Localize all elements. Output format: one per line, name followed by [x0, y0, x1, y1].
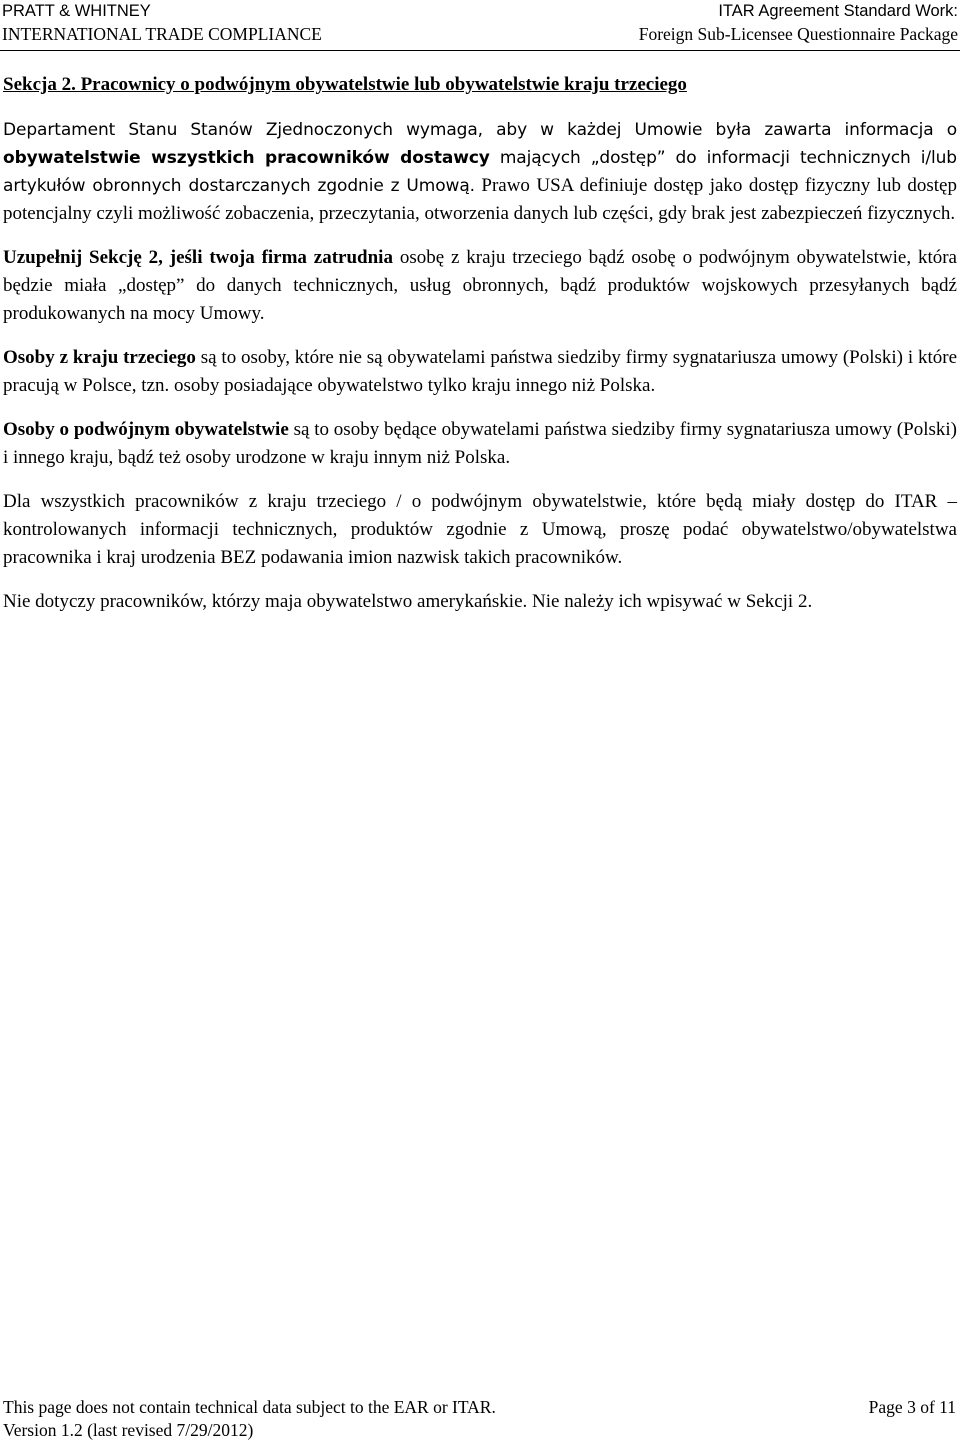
- paragraph-dual-citizenship: [3, 416, 957, 472]
- footer-disclaimer: This page does not contain technical data subject to the EAR or ITAR.: [3, 1397, 496, 1417]
- paragraph-fill-instruction: [3, 244, 957, 328]
- p2-part-a-bold: Uzupełnij Sekcję 2, jeśli twoja firma zatrudnia: [3, 247, 393, 268]
- p1-part-a: Departament Stanu Stanów Zjednoczonych wymaga, aby w każdej Umowie była zawarta informacja o: [3, 120, 957, 140]
- p1-part-d: Prawo USA definiuje dostęp jako dostęp fizyczny lub dostęp potencjalny czyli możliwość zobaczenia, przeczytania, otworzenia danych lub części, gdy brak jest zabezpieczeń fizycznych.: [3, 175, 957, 224]
- paragraph-request: Dla wszystkich pracowników z kraju trzeciego / o podwójnym obywatelstwie, które będą miały dostęp do ITAR – kontrolowanych informacji technicznych, produktów zgodnie z Umową, proszę podać obywatelstwo/obywatelstwa pracownika i kraj urodzenia BEZ podawania imion nazwisk takich pracowników.: [3, 491, 957, 568]
- section-title: Sekcja 2. Pracownicy o podwójnym obywatelstwie lub obywatelstwie kraju trzeciego: [3, 74, 687, 95]
- header-company: PRATT & WHITNEY: [2, 2, 151, 20]
- p1-part-b-bold: obywatelstwie wszystkich pracowników dostawcy: [3, 148, 490, 168]
- p4-part-a-bold: Osoby o podwójnym obywatelstwie: [3, 419, 289, 440]
- page-header: [0, 0, 960, 51]
- header-department: INTERNATIONAL TRADE COMPLIANCE: [2, 24, 322, 44]
- footer-version: Version 1.2 (last revised 7/29/2012): [3, 1420, 254, 1440]
- header-doc-subtitle: Foreign Sub-Licensee Questionnaire Package: [638, 24, 958, 44]
- p2-part-b: osobę z kraju trzeciego bądź osobę o podwójnym obywatelstwie, która będzie miała „dostęp” do danych technicznych, usług obronnych, bądź produktów wojskowych przesyłanych bądź produkowanych na mocy Umowy.: [3, 247, 957, 324]
- p1-part-c: mających „dostęp” do informacji technicznych i/lub artykułów obronnych dostarczanych zgodnie z Umową.: [3, 148, 957, 196]
- p3-part-a-bold: Osoby z kraju trzeciego: [3, 347, 196, 368]
- paragraph-third-country: [3, 344, 957, 400]
- header-doc-title: ITAR Agreement Standard Work:: [718, 2, 958, 20]
- p3-part-b: są to osoby, które nie są obywatelami państwa siedziby firmy sygnatariusza umowy (Polski) i które pracują w Polsce, tzn. osoby posiadające obywatelstwo tylko kraju innego niż Polska.: [3, 347, 958, 396]
- paragraph-intro: [3, 116, 957, 228]
- paragraph-exclusion: Nie dotyczy pracowników, którzy maja obywatelstwo amerykańskie. Nie należy ich wpisywać w Sekcji 2.: [3, 591, 813, 612]
- p4-part-b: są to osoby będące obywatelami państwa siedziby firmy sygnatariusza umowy (Polski) i innego kraju, bądź też osoby urodzone w kraju innym niż Polska.: [3, 419, 957, 468]
- document-body: [3, 73, 957, 616]
- footer-page-number: Page 3 of 11: [868, 1397, 956, 1417]
